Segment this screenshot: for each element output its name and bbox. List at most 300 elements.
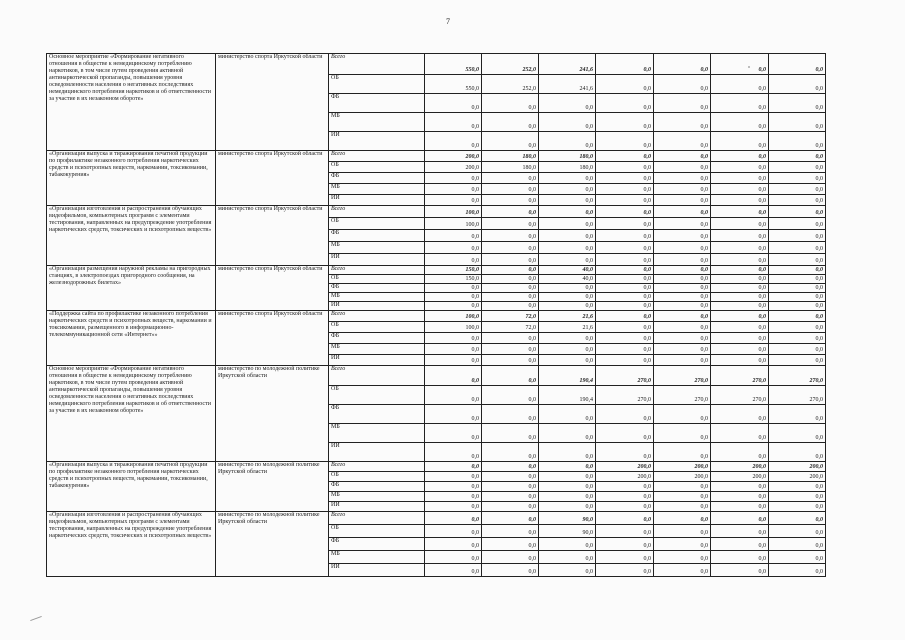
amount-cell: 0,0 <box>482 492 539 502</box>
amount-cell: 0,0 <box>654 54 711 75</box>
table-row <box>47 54 826 75</box>
funding-source-cell: ФБ <box>329 173 425 184</box>
amount-cell: 0,0 <box>482 564 539 577</box>
amount-cell: 0,0 <box>425 462 482 472</box>
amount-cell: 0,0 <box>482 502 539 512</box>
activity-name-cell: «Организация размещения наружной рекламы на пригородных станциях, в электропоездах пригородного сообщения, на железнодорожных билетах» <box>47 266 216 311</box>
amount-cell: 0,0 <box>654 184 711 195</box>
amount-cell: 0,0 <box>539 218 596 230</box>
amount-cell: 0,0 <box>769 492 826 502</box>
amount-cell: 0,0 <box>654 443 711 462</box>
amount-cell: 0,0 <box>769 424 826 443</box>
amount-cell: 0,0 <box>425 492 482 502</box>
amount-cell: 0,0 <box>769 75 826 94</box>
amount-cell: 0,0 <box>596 424 654 443</box>
amount-cell: 200,0 <box>596 462 654 472</box>
activity-name-cell: «Организация выпуска и тиражирования печатной продукции по профилактике незаконного потребления наркотических средств и психотропных веществ, наркомании, токсикомании, табакокурения» <box>47 151 216 206</box>
amount-cell: 0,0 <box>769 405 826 424</box>
amount-cell: 0,0 <box>482 472 539 482</box>
amount-cell: 0,0 <box>769 502 826 512</box>
amount-cell: 200,0 <box>711 472 769 482</box>
executor-cell: министерство по молодежной политике Иркутской области <box>216 462 329 512</box>
amount-cell: 0,0 <box>654 405 711 424</box>
amount-cell: 0,0 <box>425 333 482 344</box>
amount-cell: 0,0 <box>654 333 711 344</box>
amount-cell: 0,0 <box>425 254 482 266</box>
amount-cell: 0,0 <box>711 538 769 551</box>
amount-cell: 270,0 <box>596 366 654 386</box>
amount-cell: 0,0 <box>482 424 539 443</box>
amount-cell: 0,0 <box>654 525 711 538</box>
amount-cell: 0,0 <box>654 132 711 151</box>
amount-cell: 0,0 <box>711 302 769 311</box>
amount-cell: 0,0 <box>769 195 826 206</box>
amount-cell: 0,0 <box>654 218 711 230</box>
amount-cell: 200,0 <box>596 472 654 482</box>
page-number: 7 <box>446 17 450 26</box>
funding-source-cell: ИИ <box>329 355 425 366</box>
amount-cell: 0,0 <box>711 551 769 564</box>
funding-source-cell: ФБ <box>329 482 425 492</box>
amount-cell: 0,0 <box>654 344 711 355</box>
amount-cell: 0,0 <box>769 206 826 218</box>
amount-cell: 0,0 <box>769 230 826 242</box>
amount-cell: 0,0 <box>482 284 539 293</box>
amount-cell: 0,0 <box>425 184 482 195</box>
amount-cell: 0,0 <box>539 462 596 472</box>
funding-source-cell: ФБ <box>329 94 425 113</box>
amount-cell: 0,0 <box>769 482 826 492</box>
amount-cell: 0,0 <box>596 482 654 492</box>
amount-cell: 0,0 <box>769 322 826 333</box>
executor-cell: министерство спорта Иркутской области <box>216 311 329 366</box>
amount-cell: 0,0 <box>539 173 596 184</box>
amount-cell: 0,0 <box>769 443 826 462</box>
amount-cell: 0,0 <box>539 284 596 293</box>
amount-cell: 0,0 <box>482 482 539 492</box>
table-row <box>47 206 826 218</box>
amount-cell: 0,0 <box>654 254 711 266</box>
amount-cell: 100,0 <box>425 322 482 333</box>
amount-cell: 0,0 <box>539 492 596 502</box>
funding-source-cell: Всего <box>329 54 425 75</box>
amount-cell: 0,0 <box>769 293 826 302</box>
funding-source-cell: МБ <box>329 113 425 132</box>
amount-cell: 0,0 <box>711 94 769 113</box>
funding-source-cell: МБ <box>329 344 425 355</box>
table-row <box>47 266 826 275</box>
amount-cell: 0,0 <box>425 405 482 424</box>
amount-cell: 200,0 <box>654 472 711 482</box>
amount-cell: 0,0 <box>482 405 539 424</box>
amount-cell: 0,0 <box>711 424 769 443</box>
funding-source-cell: Всего <box>329 366 425 386</box>
amount-cell: 200,0 <box>711 462 769 472</box>
amount-cell: 190,4 <box>539 366 596 386</box>
amount-cell: 0,0 <box>711 266 769 275</box>
funding-source-cell: ФБ <box>329 333 425 344</box>
amount-cell: 0,0 <box>711 344 769 355</box>
amount-cell: 0,0 <box>539 94 596 113</box>
amount-cell: 0,0 <box>654 151 711 162</box>
amount-cell: 0,0 <box>425 525 482 538</box>
amount-cell: 0,0 <box>596 502 654 512</box>
amount-cell: 180,0 <box>482 162 539 173</box>
amount-cell: 0,0 <box>596 525 654 538</box>
amount-cell: 0,0 <box>769 284 826 293</box>
amount-cell: 0,0 <box>482 94 539 113</box>
amount-cell: 0,0 <box>711 293 769 302</box>
amount-cell: 0,0 <box>596 94 654 113</box>
amount-cell: 0,0 <box>711 54 769 75</box>
amount-cell: 0,0 <box>654 173 711 184</box>
amount-cell: 0,0 <box>482 132 539 151</box>
funding-source-cell: Всего <box>329 311 425 322</box>
amount-cell: 0,0 <box>539 254 596 266</box>
amount-cell: 0,0 <box>654 311 711 322</box>
table-row <box>47 462 826 472</box>
amount-cell: 0,0 <box>482 230 539 242</box>
amount-cell: 0,0 <box>425 284 482 293</box>
amount-cell: 0,0 <box>654 482 711 492</box>
amount-cell: 0,0 <box>769 311 826 322</box>
amount-cell: 0,0 <box>769 333 826 344</box>
amount-cell: 0,0 <box>425 366 482 386</box>
funding-source-cell: Всего <box>329 462 425 472</box>
amount-cell: 0,0 <box>769 551 826 564</box>
amount-cell: 0,0 <box>482 266 539 275</box>
amount-cell: 0,0 <box>769 54 826 75</box>
amount-cell: 0,0 <box>596 443 654 462</box>
executor-cell: министерство по молодежной политике Иркутской области <box>216 512 329 577</box>
amount-cell: 0,0 <box>482 525 539 538</box>
amount-cell: 0,0 <box>482 538 539 551</box>
amount-cell: 0,0 <box>539 502 596 512</box>
amount-cell: 200,0 <box>654 462 711 472</box>
amount-cell: 0,0 <box>711 113 769 132</box>
amount-cell: 40,0 <box>539 266 596 275</box>
amount-cell: 0,0 <box>482 386 539 405</box>
amount-cell: 180,0 <box>539 162 596 173</box>
amount-cell: 0,0 <box>596 564 654 577</box>
amount-cell: 0,0 <box>482 333 539 344</box>
activity-name-cell: «Поддержка сайта по профилактике незаконного потребления наркотических средств и психотропных веществ, наркомании и токсикомании, размещенного в информационно-телекоммуникационной сети «Интернет»» <box>47 311 216 366</box>
amount-cell: 0,0 <box>596 492 654 502</box>
amount-cell: 0,0 <box>654 302 711 311</box>
amount-cell: 0,0 <box>482 366 539 386</box>
amount-cell: 40,0 <box>539 275 596 284</box>
amount-cell: 0,0 <box>425 472 482 482</box>
amount-cell: 0,0 <box>539 564 596 577</box>
amount-cell: 0,0 <box>539 184 596 195</box>
amount-cell: 0,0 <box>769 151 826 162</box>
amount-cell: 0,0 <box>596 113 654 132</box>
funding-source-cell: ИИ <box>329 564 425 577</box>
amount-cell: 0,0 <box>654 195 711 206</box>
funding-source-cell: Всего <box>329 206 425 218</box>
amount-cell: 0,0 <box>425 94 482 113</box>
amount-cell: 0,0 <box>596 173 654 184</box>
amount-cell: 0,0 <box>596 195 654 206</box>
funding-source-cell: МБ <box>329 551 425 564</box>
amount-cell: 180,0 <box>539 151 596 162</box>
amount-cell: 0,0 <box>596 254 654 266</box>
amount-cell: 0,0 <box>425 443 482 462</box>
scan-artifact <box>30 616 42 621</box>
amount-cell: 0,0 <box>482 275 539 284</box>
table-row <box>47 311 826 322</box>
amount-cell: 0,0 <box>425 230 482 242</box>
amount-cell: 0,0 <box>711 284 769 293</box>
funding-source-cell: ФБ <box>329 405 425 424</box>
amount-cell: 0,0 <box>482 551 539 564</box>
amount-cell: 0,0 <box>769 512 826 525</box>
funding-source-cell: ФБ <box>329 284 425 293</box>
amount-cell: 0,0 <box>654 266 711 275</box>
amount-cell: 0,0 <box>711 195 769 206</box>
amount-cell: 0,0 <box>425 302 482 311</box>
amount-cell: 241,6 <box>539 75 596 94</box>
amount-cell: 0,0 <box>654 492 711 502</box>
amount-cell: 0,0 <box>425 564 482 577</box>
executor-cell: министерство спорта Иркутской области <box>216 266 329 311</box>
amount-cell: 0,0 <box>711 218 769 230</box>
amount-cell: 0,0 <box>654 538 711 551</box>
amount-cell: 0,0 <box>539 113 596 132</box>
amount-cell: 0,0 <box>711 242 769 254</box>
amount-cell: 180,0 <box>482 151 539 162</box>
amount-cell: 0,0 <box>711 322 769 333</box>
amount-cell: 0,0 <box>425 502 482 512</box>
funding-source-cell: МБ <box>329 293 425 302</box>
amount-cell: 0,0 <box>596 333 654 344</box>
amount-cell: 100,0 <box>425 206 482 218</box>
amount-cell: 0,0 <box>482 302 539 311</box>
amount-cell: 0,0 <box>711 151 769 162</box>
amount-cell: 0,0 <box>539 230 596 242</box>
amount-cell: 0,0 <box>482 512 539 525</box>
amount-cell: 0,0 <box>711 492 769 502</box>
table-row <box>47 512 826 525</box>
amount-cell: 0,0 <box>711 184 769 195</box>
amount-cell: 0,0 <box>654 512 711 525</box>
amount-cell: 0,0 <box>711 162 769 173</box>
funding-source-cell: ИИ <box>329 195 425 206</box>
amount-cell: 0,0 <box>596 184 654 195</box>
amount-cell: 0,0 <box>482 113 539 132</box>
amount-cell: 0,0 <box>596 266 654 275</box>
amount-cell: 0,0 <box>425 344 482 355</box>
funding-source-cell: ИИ <box>329 502 425 512</box>
funding-source-cell: МБ <box>329 242 425 254</box>
amount-cell: 0,0 <box>425 132 482 151</box>
amount-cell: 200,0 <box>425 151 482 162</box>
funding-source-cell: ОБ <box>329 322 425 333</box>
amount-cell: 0,0 <box>596 218 654 230</box>
amount-cell: 0,0 <box>539 132 596 151</box>
amount-cell: 0,0 <box>596 206 654 218</box>
amount-cell: 0,0 <box>482 344 539 355</box>
amount-cell: 0,0 <box>711 355 769 366</box>
amount-cell: 0,0 <box>654 424 711 443</box>
amount-cell: 0,0 <box>482 293 539 302</box>
amount-cell: 0,0 <box>425 195 482 206</box>
amount-cell: 0,0 <box>769 173 826 184</box>
amount-cell: 0,0 <box>654 551 711 564</box>
amount-cell: 0,0 <box>596 302 654 311</box>
amount-cell: 0,0 <box>425 173 482 184</box>
amount-cell: 0,0 <box>654 275 711 284</box>
amount-cell: 0,0 <box>654 293 711 302</box>
amount-cell: 0,0 <box>596 293 654 302</box>
table-body <box>47 54 826 577</box>
amount-cell: 0,0 <box>769 132 826 151</box>
funding-source-cell: ИИ <box>329 302 425 311</box>
amount-cell: 0,0 <box>539 551 596 564</box>
amount-cell: 0,0 <box>596 242 654 254</box>
funding-source-cell: МБ <box>329 184 425 195</box>
amount-cell: 0,0 <box>711 405 769 424</box>
funding-source-cell: ИИ <box>329 132 425 151</box>
amount-cell: 0,0 <box>482 206 539 218</box>
amount-cell: 0,0 <box>769 184 826 195</box>
amount-cell: 0,0 <box>539 405 596 424</box>
amount-cell: 270,0 <box>711 366 769 386</box>
amount-cell: 72,0 <box>482 322 539 333</box>
funding-source-cell: ОБ <box>329 75 425 94</box>
amount-cell: 0,0 <box>539 472 596 482</box>
amount-cell: 0,0 <box>596 344 654 355</box>
funding-source-cell: ОБ <box>329 525 425 538</box>
amount-cell: 0,0 <box>539 355 596 366</box>
amount-cell: 90,0 <box>539 525 596 538</box>
amount-cell: 0,0 <box>482 218 539 230</box>
amount-cell: 0,0 <box>769 564 826 577</box>
amount-cell: 0,0 <box>482 173 539 184</box>
amount-cell: 0,0 <box>769 344 826 355</box>
amount-cell: 0,0 <box>539 302 596 311</box>
amount-cell: 0,0 <box>711 75 769 94</box>
amount-cell: 0,0 <box>596 132 654 151</box>
funding-source-cell: ИИ <box>329 443 425 462</box>
amount-cell: 241,6 <box>539 54 596 75</box>
amount-cell: 72,0 <box>482 311 539 322</box>
executor-cell: министерство по молодежной политике Иркутской области <box>216 366 329 462</box>
amount-cell: 0,0 <box>539 482 596 492</box>
amount-cell: 0,0 <box>596 311 654 322</box>
amount-cell: 0,0 <box>425 386 482 405</box>
amount-cell: 0,0 <box>654 113 711 132</box>
amount-cell: 0,0 <box>425 512 482 525</box>
amount-cell: 550,0 <box>425 54 482 75</box>
amount-cell: 100,0 <box>425 218 482 230</box>
amount-cell: 0,0 <box>482 462 539 472</box>
amount-cell: 252,0 <box>482 54 539 75</box>
amount-cell: 0,0 <box>482 443 539 462</box>
amount-cell: 0,0 <box>769 275 826 284</box>
executor-cell: министерство спорта Иркутской области <box>216 206 329 266</box>
amount-cell: 0,0 <box>539 344 596 355</box>
amount-cell: 0,0 <box>596 355 654 366</box>
amount-cell: 0,0 <box>654 284 711 293</box>
amount-cell: 0,0 <box>539 443 596 462</box>
amount-cell: 0,0 <box>425 482 482 492</box>
amount-cell: 0,0 <box>769 242 826 254</box>
amount-cell: 0,0 <box>769 218 826 230</box>
amount-cell: 0,0 <box>425 242 482 254</box>
amount-cell: 0,0 <box>596 538 654 551</box>
amount-cell: 0,0 <box>711 173 769 184</box>
table-row <box>47 366 826 386</box>
activity-name-cell: Основное мероприятие «Формирование негативного отношения в обществе к немедицинскому потреблению наркотиков, в том числе путем проведения активной антинаркотической пропаганды, повышения уровня осведомленности населения о негативных последствиях немедицинского потребления наркотиков и об ответственности за участие в их незаконном обороте» <box>47 366 216 462</box>
amount-cell: 0,0 <box>711 311 769 322</box>
amount-cell: 0,0 <box>596 405 654 424</box>
amount-cell: 0,0 <box>711 132 769 151</box>
amount-cell: 21,6 <box>539 322 596 333</box>
amount-cell: 0,0 <box>769 302 826 311</box>
amount-cell: 270,0 <box>769 366 826 386</box>
amount-cell: 0,0 <box>596 551 654 564</box>
amount-cell: 270,0 <box>769 386 826 405</box>
amount-cell: 0,0 <box>482 195 539 206</box>
amount-cell: 0,0 <box>539 242 596 254</box>
amount-cell: 550,0 <box>425 75 482 94</box>
amount-cell: 0,0 <box>769 355 826 366</box>
activity-name-cell: Основное мероприятие «Формирование негативного отношения в обществе к немедицинскому потреблению наркотиков, в том числе путем проведения активной антинаркотической пропаганды, повышения уровня осведомленности населения о негативных последствиях немедицинского потребления наркотиков и об ответственности за участие в их незаконном обороте» <box>47 54 216 151</box>
amount-cell: 0,0 <box>711 443 769 462</box>
activity-name-cell: «Организация изготовления и распространения обучающих видеофильмов, компьютерных программ с элементами тестирования, направленных на предупреждение употребления наркотических средств, токсических и психотропных веществ» <box>47 512 216 577</box>
amount-cell: 270,0 <box>711 386 769 405</box>
amount-cell: 0,0 <box>596 75 654 94</box>
amount-cell: 0,0 <box>711 206 769 218</box>
funding-source-cell: ОБ <box>329 386 425 405</box>
amount-cell: 0,0 <box>711 333 769 344</box>
amount-cell: 0,0 <box>654 94 711 113</box>
amount-cell: 200,0 <box>425 162 482 173</box>
funding-source-cell: ОБ <box>329 472 425 482</box>
amount-cell: 0,0 <box>654 502 711 512</box>
amount-cell: 0,0 <box>654 162 711 173</box>
amount-cell: 0,0 <box>654 206 711 218</box>
funding-source-cell: ОБ <box>329 218 425 230</box>
amount-cell: 0,0 <box>596 151 654 162</box>
funding-source-cell: ОБ <box>329 162 425 173</box>
amount-cell: 0,0 <box>596 162 654 173</box>
amount-cell: 0,0 <box>596 275 654 284</box>
amount-cell: 0,0 <box>654 75 711 94</box>
amount-cell: 90,0 <box>539 512 596 525</box>
amount-cell: 0,0 <box>769 254 826 266</box>
amount-cell: 0,0 <box>482 355 539 366</box>
amount-cell: 0,0 <box>654 564 711 577</box>
amount-cell: 0,0 <box>711 525 769 538</box>
amount-cell: 0,0 <box>711 564 769 577</box>
amount-cell: 0,0 <box>654 355 711 366</box>
amount-cell: 0,0 <box>425 113 482 132</box>
amount-cell: 150,0 <box>425 266 482 275</box>
amount-cell: 0,0 <box>596 512 654 525</box>
activity-name-cell: «Организация изготовления и распространения обучающих видеофильмов, компьютерных программ с элементами тестирования, направленных на предупреждение употребления наркотических средств, токсических и психотропных веществ» <box>47 206 216 266</box>
amount-cell: 0,0 <box>539 538 596 551</box>
amount-cell: 0,0 <box>539 424 596 443</box>
amount-cell: 100,0 <box>425 311 482 322</box>
amount-cell: 0,0 <box>596 284 654 293</box>
amount-cell: 0,0 <box>425 551 482 564</box>
funding-source-cell: ОБ <box>329 275 425 284</box>
amount-cell: 0,0 <box>539 206 596 218</box>
amount-cell: 200,0 <box>769 472 826 482</box>
budget-table <box>46 53 826 577</box>
